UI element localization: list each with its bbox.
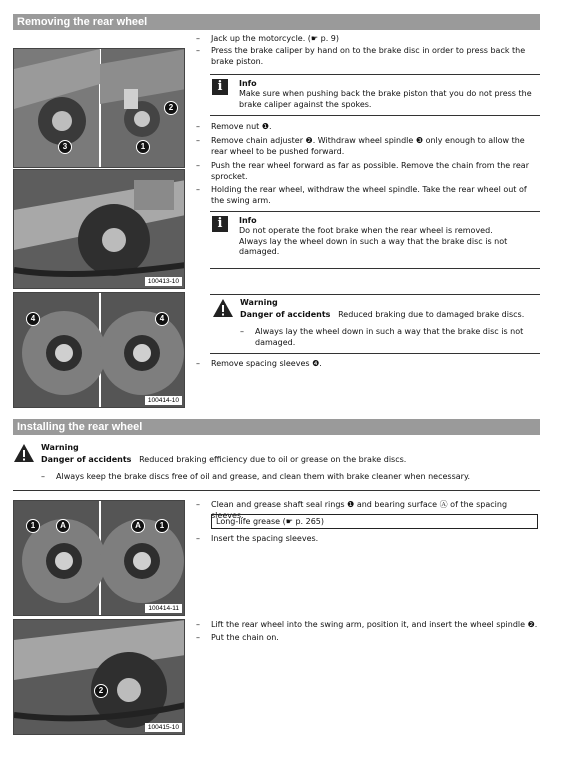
photo-rear-hub-closeup (13, 48, 185, 168)
divider (210, 211, 540, 212)
divider (210, 74, 540, 75)
info-title: Info (239, 216, 257, 225)
callout-3: 3 (58, 140, 72, 154)
photo-chain-removal (13, 169, 185, 289)
step-chain-adjuster: – Remove chain adjuster ❷. Withdraw wheel spindle ❸ only enough to allow the rear wheel to be pushed forward. (196, 136, 525, 156)
figure-caption: 100415-10 (145, 723, 182, 732)
figure-caption: 100413-10 (145, 277, 182, 286)
divider (210, 294, 540, 295)
step-press-caliper: – Press the brake caliper by hand on to the brake disc in order to press back the brake piston. (196, 46, 526, 66)
step-insert-sleeves: – Insert the spacing sleeves. (196, 534, 319, 543)
step-clean-grease: – Clean and grease shaft seal rings ❶ and bearing surface Ⓐ of the spacing sleeves. (196, 500, 508, 520)
warning-label: Danger of accidents (41, 455, 132, 464)
step-withdraw-spindle: – Holding the rear wheel, withdraw the wheel spindle. Take the rear wheel out of the swing arm. (196, 185, 527, 205)
info-icon: i (212, 216, 228, 232)
callout-1-right: 1 (155, 519, 169, 533)
warning-triangle-icon (212, 298, 234, 318)
warning-bullet: – Always keep the brake discs free of oil and grease, and clean them with brake cleaner when necessary. (41, 472, 471, 481)
section-header-installing (13, 419, 540, 435)
divider (210, 115, 540, 116)
warning-title: Warning (41, 443, 79, 452)
photo-insert-spindle (13, 619, 185, 735)
divider (13, 490, 540, 491)
step-remove-sleeves: – Remove spacing sleeves ❹. (196, 359, 322, 368)
callout-2: 2 (94, 684, 108, 698)
warning-bullet: – Always lay the wheel down in such a way that the brake disc is not damaged. (240, 327, 524, 347)
photo-spacing-sleeves (13, 292, 185, 408)
warning-subtitle (41, 455, 536, 464)
callout-a-right: A (131, 519, 145, 533)
photo-chain-drawing (14, 170, 185, 289)
warning-label: Danger of accidents (240, 310, 331, 319)
info-text (239, 226, 529, 258)
callout-4-left: 4 (26, 312, 40, 326)
photo-sprocket-drawing (14, 293, 185, 408)
info-box-foot-brake (212, 216, 540, 264)
callout-1-left: 1 (26, 519, 40, 533)
callout-a-left: A (56, 519, 70, 533)
section-title: Removing the rear wheel (17, 16, 148, 28)
grease-spec-box (211, 514, 538, 529)
step-remove-nut: – Remove nut ❶. (196, 122, 272, 131)
callout-2: 2 (164, 101, 178, 115)
info-text: Make sure when pushing back the brake piston that you do not press the brake caliper against the spokes. (239, 89, 532, 109)
info-line: Always lay the wheel down in such a way that the brake disc is not damaged. (239, 236, 508, 256)
info-line: Do not operate the foot brake when the rear wheel is removed. (239, 226, 493, 235)
info-title: Info (239, 79, 257, 88)
section-header-removing (13, 14, 540, 30)
grease-spec-text: Long-life grease (☛ p. 265) (216, 517, 325, 526)
divider (210, 353, 540, 354)
step-push-wheel: – Push the rear wheel forward as far as possible. Remove the chain from the rear sprocket. (196, 161, 529, 181)
callout-1: 1 (136, 140, 150, 154)
step-lift-wheel: – Lift the rear wheel into the swing arm, position it, and insert the wheel spindle ❷. (196, 620, 538, 629)
figure-caption: 100414-10 (145, 396, 182, 405)
warning-text: Reduced braking efficiency due to oil or grease on the brake discs. (139, 455, 407, 464)
step-put-chain: – Put the chain on. (196, 633, 279, 642)
warning-title: Warning (240, 298, 278, 307)
warning-box-oil-grease (13, 443, 540, 487)
photo-hub-drawing (14, 49, 185, 168)
section-title: Installing the rear wheel (17, 421, 143, 433)
divider (210, 268, 540, 269)
figure-caption: 100414-11 (145, 604, 182, 613)
info-box-caliper (212, 79, 540, 111)
warning-subtitle (240, 310, 540, 319)
info-icon: i (212, 79, 228, 95)
photo-seal-rings (13, 500, 185, 616)
warning-triangle-icon (13, 443, 35, 463)
warning-text: Reduced braking due to damaged brake discs. (338, 310, 525, 319)
callout-4-right: 4 (155, 312, 169, 326)
warning-box-brake-discs (212, 298, 540, 352)
photo-spindle-drawing (14, 620, 185, 735)
step-jack-up: – Jack up the motorcycle. (☛ p. 9) (196, 34, 340, 43)
